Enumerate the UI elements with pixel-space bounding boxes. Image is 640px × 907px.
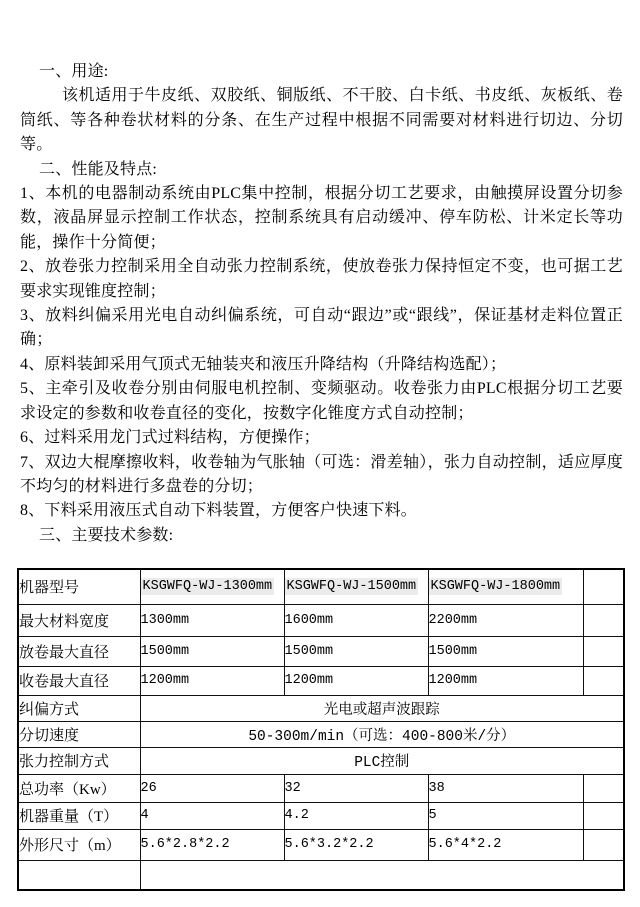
empty-cell [583,666,624,695]
empty-cell [583,604,624,636]
section-title-specs: 三、主要技术参数: [39,526,174,544]
spec-label: 总功率（Kw） [18,774,140,802]
section-title-usage: 一、用途: [39,63,109,80]
feature-item: 2、放卷张力控制采用全自动张力控制系统，使放卷张力保持恒定不变，也可据工艺要求实现锥度控制； [20,258,623,300]
spec-label: 最大材料宽度 [18,604,140,636]
spec-value-merged: PLC控制 [140,747,624,774]
empty-cell [583,636,624,666]
spec-value: 1200mm [284,666,428,695]
spec-label [18,860,140,890]
spec-value: 1500mm [284,636,428,666]
spec-value-merged [140,860,624,890]
table-row [18,695,624,721]
table-row [18,636,624,666]
spec-value: 1200mm [140,666,284,695]
spec-value [140,569,284,604]
table-row [18,860,624,890]
spec-label: 机器型号 [18,569,140,604]
table-row [18,829,624,860]
model-number: KSGWFQ-WJ-1300mm [142,579,273,595]
spec-value-merged: 光电或超声波跟踪 [140,695,624,721]
feature-item: 6、过料采用龙门式过料结构，方便操作； [20,429,320,447]
spec-value: 32 [284,774,428,802]
spec-table [17,568,625,891]
empty-cell [583,829,624,860]
feature-item: 4、原料装卸采用气顶式无轴装夹和液压升降结构（升降结构选配）； [20,355,507,373]
spec-value-merged: 50-300m/min（可选：400-800米/分） [140,721,624,747]
model-number: KSGWFQ-WJ-1500mm [286,579,417,595]
table-row [18,666,624,695]
spec-label: 张力控制方式 [18,747,140,774]
table-row [18,747,624,774]
spec-value: 1500mm [428,636,583,666]
spec-value: 38 [428,774,583,802]
spec-value: 5.6*2.8*2.2 [140,829,284,860]
spec-value: 26 [140,774,284,802]
feature-item: 8、下料采用液压式自动下料装置，方便客户快速下料。 [20,502,418,520]
spec-value: 1200mm [428,666,583,695]
spec-label: 放卷最大直径 [18,636,140,666]
spec-label: 机器重量（T） [18,802,140,829]
feature-item: 7、双边大棍摩擦收料，收卷轴为气胀轴（可选：滑差轴），张力自动控制，适应厚度不均匀的材料进行多盘卷的分切； [20,453,623,495]
spec-value: 1600mm [284,604,428,636]
spec-label: 分切速度 [18,721,140,747]
feature-item: 5、主牵引及收卷分别由伺服电机控制、变频驱动。收卷张力由PLC根据分切工艺要求设定的参数和收卷直径的变化，按数字化锥度方式自动控制； [20,380,623,422]
spec-value [284,569,428,604]
spec-value: 1500mm [140,636,284,666]
usage-paragraph: 该机适用于牛皮纸、双胶纸、铜版纸、不干胶、白卡纸、书皮纸、灰板纸、卷筒纸、等各种卷状材料的分条、在生产过程中根据不同需要对材料进行切边、分切等。 [20,87,623,154]
table-row [18,774,624,802]
feature-item: 1、本机的电器制动系统由PLC集中控制，根据分切工艺要求，由触摸屏设置分切参数，液晶屏显示控制工作状态，控制系统具有启动缓冲、停车防松、计米定长等功能，操作十分简便； [20,185,623,251]
spec-value [428,569,583,604]
spec-value: 5.6*4*2.2 [428,829,583,860]
spec-value: 4 [140,802,284,829]
spec-label: 收卷最大直径 [18,666,140,695]
empty-cell [583,774,624,802]
feature-item: 3、放料纠偏采用光电自动纠偏系统，可自动“跟边”或“跟线”，保证基材走料位置正确； [20,307,623,349]
section-title-features: 二、性能及特点: [39,160,158,178]
spec-label: 纠偏方式 [18,695,140,721]
spec-value: 5.6*3.2*2.2 [284,829,428,860]
empty-cell [583,569,624,604]
table-row [18,802,624,829]
model-number: KSGWFQ-WJ-1800mm [430,579,561,595]
spec-value: 2200mm [428,604,583,636]
table-row [18,569,624,604]
table-row [18,721,624,747]
document-body [20,60,623,548]
table-row [18,604,624,636]
spec-value: 5 [428,802,583,829]
spec-label: 外形尺寸（m） [18,829,140,860]
spec-value: 4.2 [284,802,428,829]
spec-value: 1300mm [140,604,284,636]
empty-cell [583,802,624,829]
